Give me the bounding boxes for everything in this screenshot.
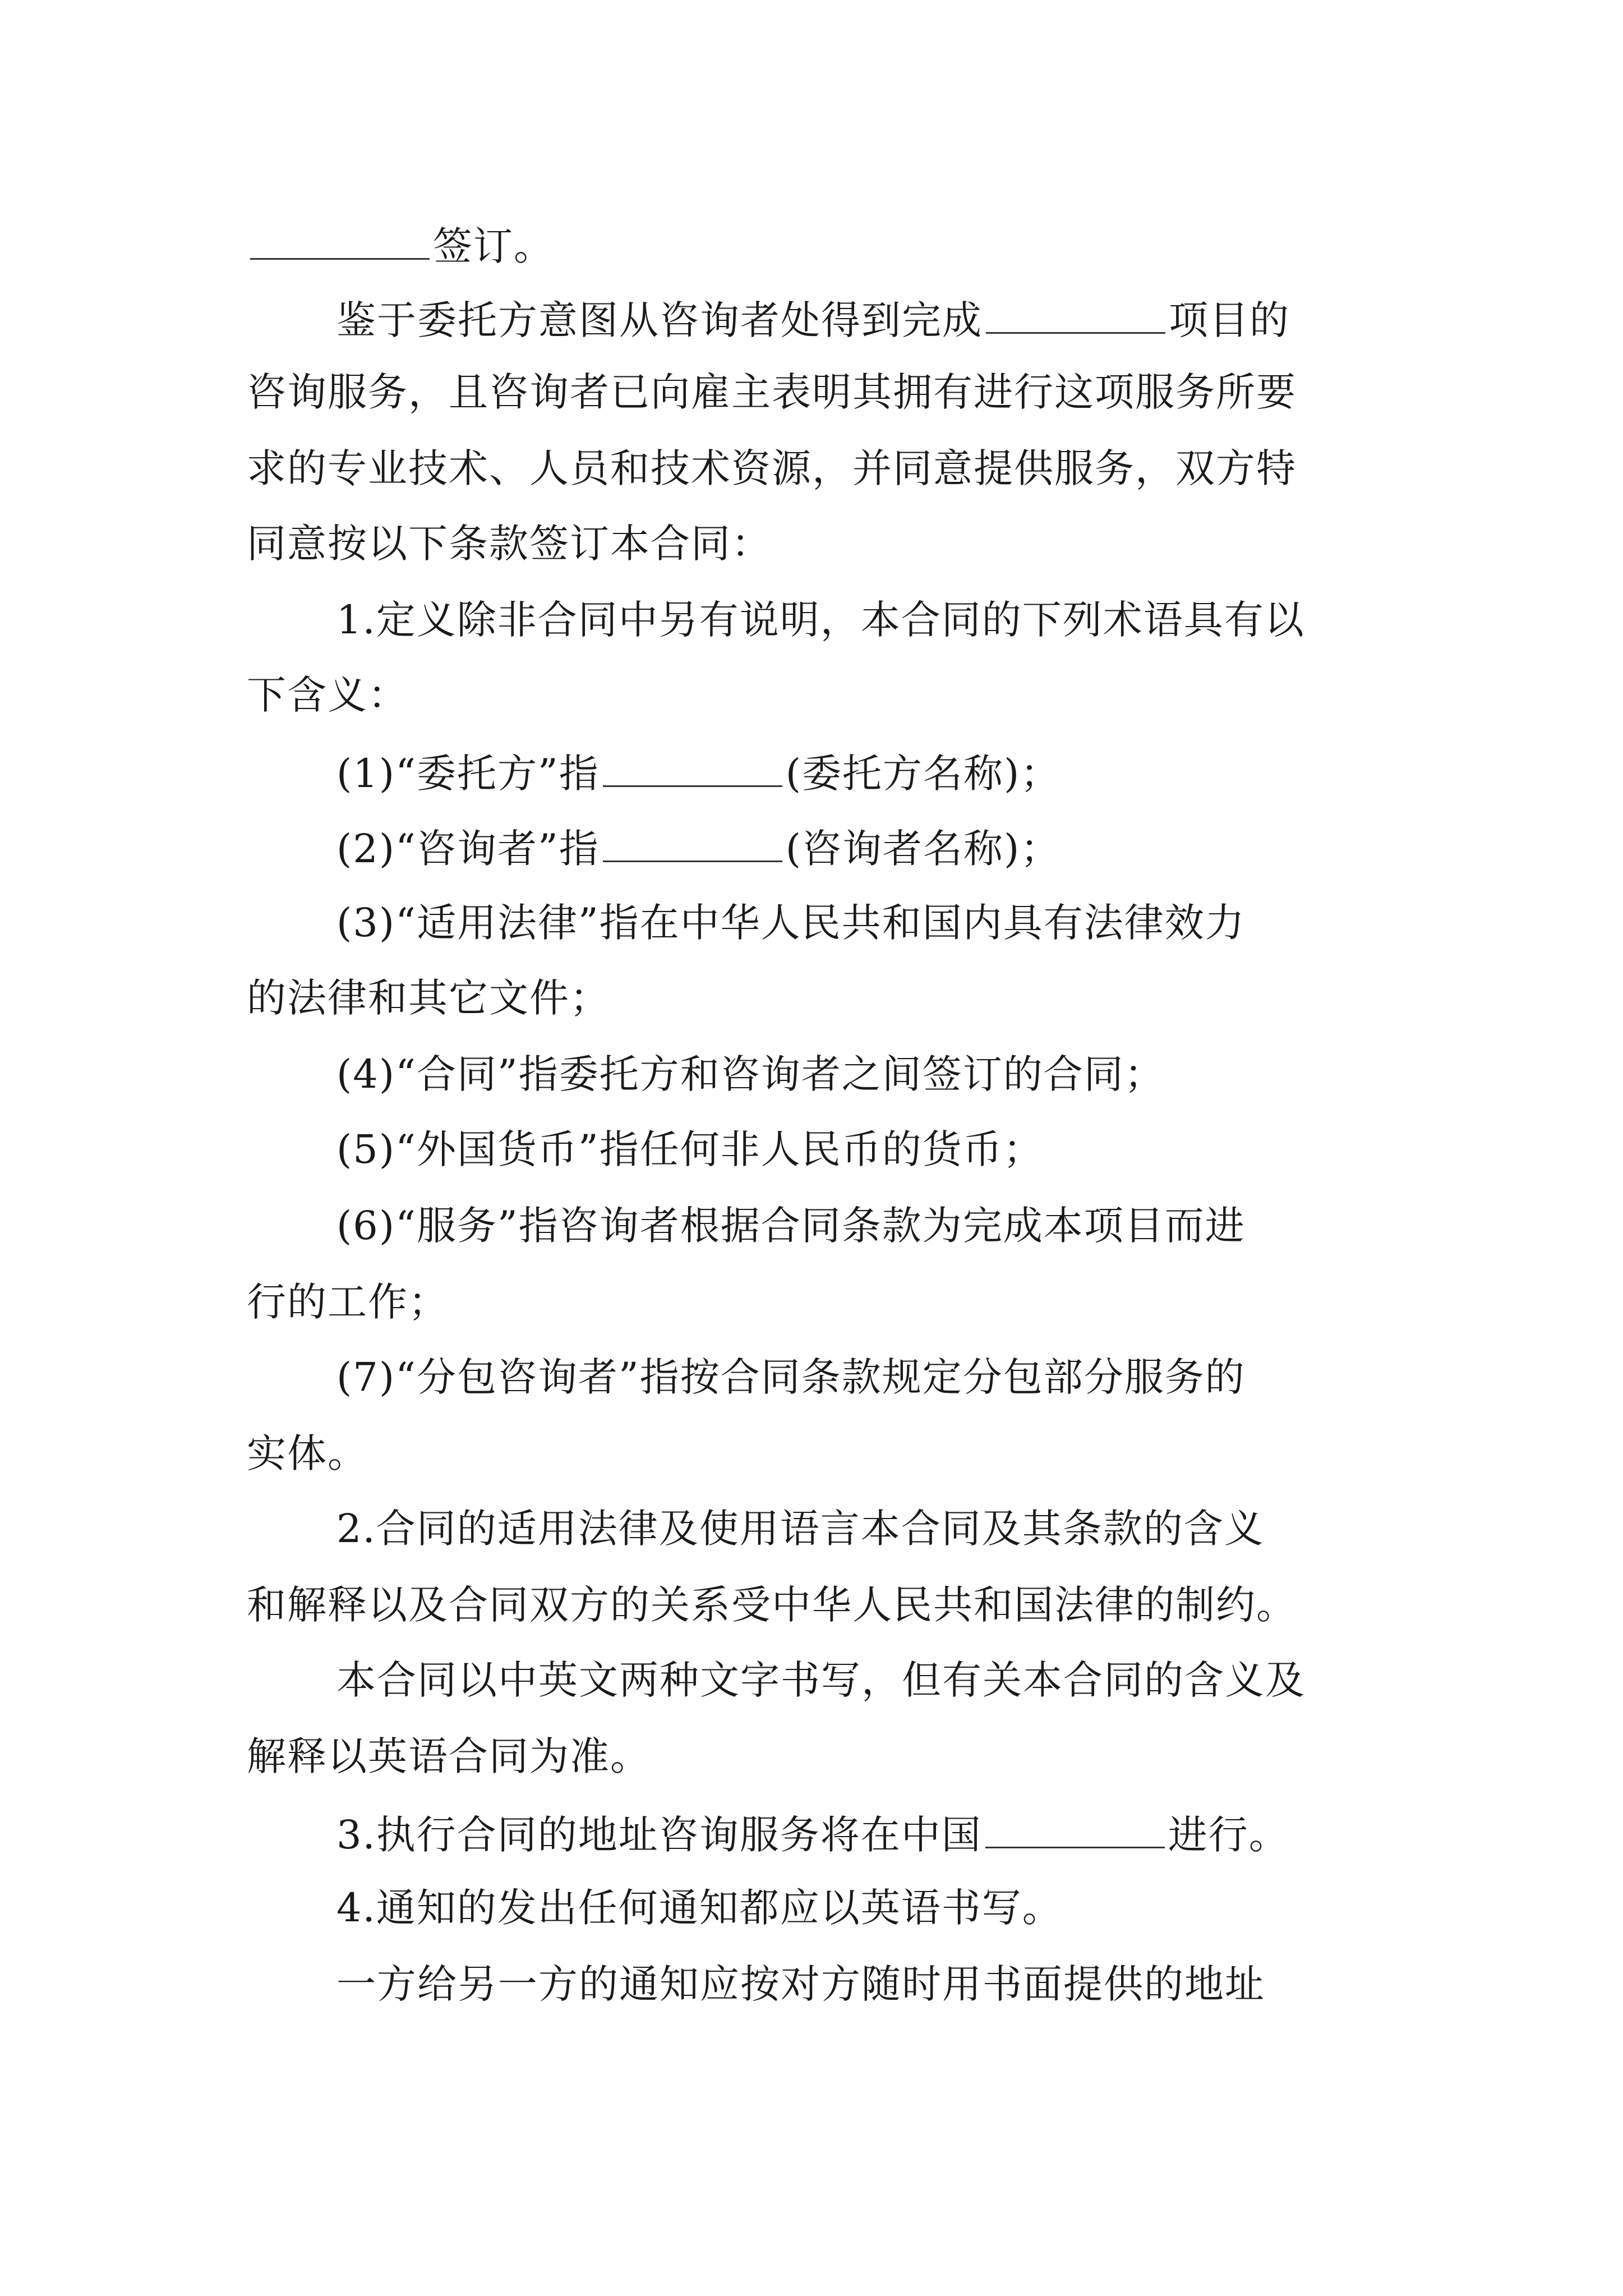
paragraph-line (247, 1580, 1297, 1630)
fill-blank (603, 821, 782, 862)
line-text: 2.合同的适用法律及使用语言本合同及其条款的含义 (336, 1506, 1265, 1552)
paragraph-line (247, 518, 772, 569)
line-text: (委托方名称)； (785, 751, 1061, 797)
paragraph-line (336, 1049, 1165, 1099)
line-text: 本合同以中英文两种文字书写，但有关本合同的含义及 (336, 1657, 1306, 1703)
paragraph-line (247, 1731, 651, 1782)
line-text: 求的专业技术、人员和技术资源，并同意提供服务，双方特 (247, 445, 1297, 491)
line-text: 和解释以及合同双方的关系受中华人民共和国法律的制约。 (247, 1582, 1297, 1628)
paragraph-line (247, 1277, 449, 1327)
paragraph-line (247, 367, 1297, 417)
line-text: (3)“适用法律”指在中华人民共和国内具有法律效力 (336, 900, 1246, 946)
paragraph-line (336, 595, 1305, 645)
line-text: 3.执行合同的地址咨询服务将在中国 (336, 1812, 982, 1858)
paragraph-line (336, 1200, 1246, 1251)
paragraph-line (336, 1959, 1265, 2009)
paragraph-line (336, 1883, 1063, 1933)
paragraph-line (247, 443, 1297, 494)
line-text: 行的工作； (247, 1279, 449, 1325)
line-text: 鉴于委托方意图从咨询者处得到完成 (336, 297, 983, 343)
paragraph-line (336, 1655, 1306, 1705)
paragraph-line (247, 1428, 368, 1479)
fill-blank (250, 219, 430, 260)
line-text: 的法律和其它文件； (247, 975, 610, 1021)
paragraph-line (336, 1807, 1289, 1860)
line-text: 项目的 (1169, 297, 1290, 343)
line-text: 4.通知的发出任何通知都应以英语书写。 (336, 1885, 1063, 1931)
line-text: 实体。 (247, 1430, 368, 1476)
line-text: (咨询者名称)； (785, 826, 1061, 872)
line-text: (4)“合同”指委托方和咨询者之间签订的合同； (336, 1051, 1165, 1097)
line-text: 签订。 (433, 223, 554, 269)
line-text: 进行。 (1168, 1812, 1289, 1858)
line-text: 一方给另一方的通知应按对方随时用书面提供的地址 (336, 1961, 1265, 2007)
paragraph-line (247, 973, 610, 1023)
line-text: (6)“服务”指咨询者根据合同条款为完成本项目而进 (336, 1203, 1246, 1249)
paragraph-line (247, 670, 408, 720)
line-text: 咨询服务，且咨询者已向雇主表明其拥有进行这项服务所要 (247, 369, 1297, 415)
fill-blank (603, 746, 782, 787)
paragraph-line (336, 1352, 1246, 1402)
line-text: 解释以英语合同为准。 (247, 1733, 651, 1779)
line-text: (5)“外国货币”指任何非人民币的货币； (336, 1126, 1044, 1172)
paragraph-line (336, 1503, 1265, 1554)
fill-blank (985, 1807, 1165, 1848)
line-text: (7)“分包咨询者”指按合同条款规定分包部分服务的 (336, 1354, 1246, 1400)
paragraph-line (336, 293, 1290, 346)
fill-blank (986, 293, 1165, 334)
line-text: 同意按以下条款签订本合同： (247, 521, 772, 567)
line-text: (2)“咨询者”指 (336, 826, 600, 872)
paragraph-line (247, 219, 554, 272)
paragraph-line (336, 821, 1061, 874)
paragraph-line (336, 746, 1061, 799)
paragraph-line (336, 1124, 1044, 1175)
paragraph-line (336, 898, 1246, 948)
line-text: 1.定义除非合同中另有说明，本合同的下列术语具有以 (336, 597, 1305, 643)
line-text: (1)“委托方”指 (336, 751, 600, 797)
line-text: 下含义： (247, 672, 408, 718)
